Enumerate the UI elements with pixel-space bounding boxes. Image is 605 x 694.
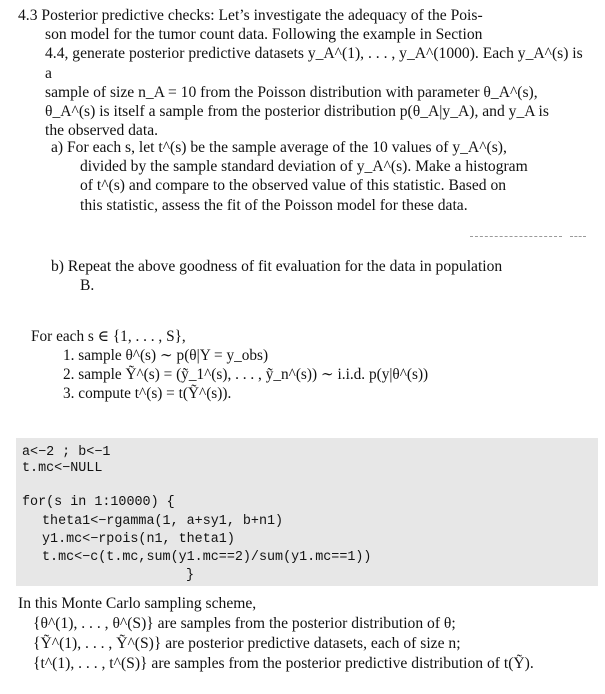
dashed-divider (470, 236, 562, 237)
closing-intro: In this Monte Carlo sampling scheme, (18, 595, 257, 612)
problem-line-6: the observed data. (45, 122, 159, 140)
algorithm-header: For each s ∈ {1, . . . , S}, (31, 328, 186, 345)
part-a-line-3: of t^(s) and compare to the observed value of this statistic. Based on (80, 177, 507, 195)
code-line-3: for(s in 1:10000) { (22, 495, 175, 510)
part-a-line-4: this statistic, assess the fit of the Poisson model for these data. (80, 196, 468, 214)
algorithm-step-3: 3. compute t^(s) = t(Ỹ^(s)). (63, 385, 232, 402)
part-b-line-1: b) Repeat the above goodness of fit evaluation for the data in population (51, 258, 503, 275)
dashed-divider-short (570, 236, 586, 237)
part-a-line-2: divided by the sample standard deviation of y_A^(s). Make a histogram (80, 158, 528, 176)
algorithm-step-2: 2. sample Ỹ^(s) = (ỹ_1^(s), . . . , ỹ_n^(s)) ∼ i.i.d. p(y|θ^(s)) (63, 366, 429, 383)
problem-line-3: 4.4, generate posterior predictive datasets y_A^(1), . . . , y_A^(1000). Each y_A^(s) is a (45, 45, 583, 82)
problem-line-1: 4.3 Posterior predictive checks: Let’s investigate the adequacy of the Pois- (18, 7, 483, 24)
code-line-6: t.mc<−c(t.mc,sum(y1.mc==2)/sum(y1.mc==1)) (42, 550, 372, 565)
code-line-5: y1.mc<−rpois(n1, theta1) (42, 532, 235, 547)
closing-item-3: {t^(1), . . . , t^(S)} are samples from the posterior predictive distribution of t(Ỹ). (33, 655, 534, 672)
closing-item-1: {θ^(1), . . . , θ^(S)} are samples from the posterior distribution of θ; (33, 615, 456, 632)
algorithm (31, 327, 591, 403)
code-block (16, 438, 598, 586)
closing-item-2: {Ỹ^(1), . . . , Ỹ^(S)} are posterior predictive datasets, each of size n; (33, 635, 461, 652)
closing-text (18, 594, 598, 674)
code-line-2: t.mc<−NULL (22, 461, 103, 476)
algorithm-step-1: 1. sample θ^(s) ∼ p(θ|Y = y_obs) (63, 347, 269, 364)
problem-line-5: θ_A^(s) is itself a sample from the posterior distribution p(θ_A|y_A), and y_A is (45, 103, 549, 121)
code-line-1: a<−2 ; b<−1 (22, 445, 111, 460)
problem-statement (18, 6, 593, 140)
part-a (51, 138, 595, 215)
part-b (51, 257, 595, 295)
problem-line-2: son model for the tumor count data. Following the example in Section (45, 26, 483, 44)
part-b-line-2: B. (80, 277, 95, 295)
code-line-4: theta1<−rgamma(1, a+sy1, b+n1) (42, 514, 284, 529)
code-line-7: } (186, 568, 195, 583)
problem-line-4: sample of size n_A = 10 from the Poisson distribution with parameter θ_A^(s), (45, 83, 538, 101)
part-a-line-1: a) For each s, let t^(s) be the sample average of the 10 values of y_A^(s), (51, 139, 507, 156)
